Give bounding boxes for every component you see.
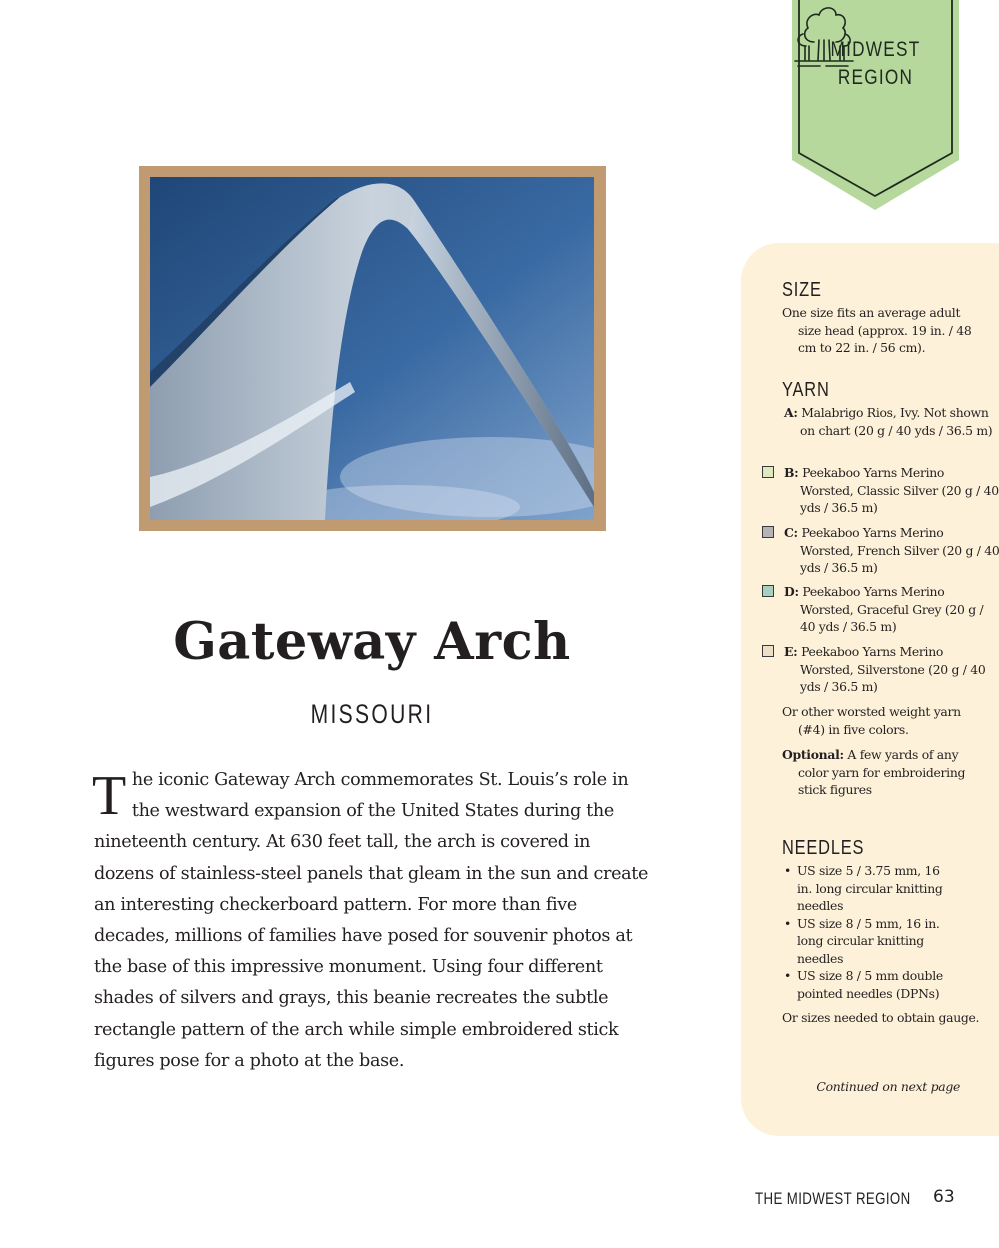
state-subtitle: MISSOURI bbox=[310, 699, 434, 729]
yarn-d-label: D: bbox=[784, 584, 799, 599]
yarn-d-desc: Peekaboo Yarns Merino Worsted, Graceful Grey (20 g / 40 yds / 36.5 m) bbox=[800, 584, 984, 634]
yarn-b-desc: Peekaboo Yarns Merino Worsted, Classic Silver (20 g / 40 yds / 36.5 m) bbox=[800, 465, 999, 515]
yarn-e-text bbox=[784, 643, 999, 696]
yarn-c-text bbox=[784, 524, 999, 577]
bullet-icon: • bbox=[784, 968, 792, 983]
needles-alternative: Or sizes needed to obtain gauge. bbox=[782, 1010, 980, 1025]
yarn-e-label: E: bbox=[784, 644, 798, 659]
needles-item bbox=[782, 862, 952, 915]
optional-note bbox=[782, 746, 982, 799]
yarn-b-label: B: bbox=[784, 465, 799, 480]
size-section bbox=[782, 279, 982, 357]
banner-title-line2: REGION bbox=[837, 66, 914, 89]
region-banner bbox=[792, 0, 959, 212]
footer-section-label: THE MIDWEST REGION bbox=[755, 1189, 911, 1208]
yarn-heading-wrap bbox=[782, 379, 982, 402]
yarn-a-desc: Malabrigo Rios, Ivy. Not shown on chart (20 g / 40 yds / 36.5 m) bbox=[800, 405, 993, 438]
needles-item-text: US size 8 / 5 mm, 16 in. long circular knitting needles bbox=[797, 915, 940, 966]
needles-list bbox=[782, 862, 952, 1002]
page-number: 63 bbox=[933, 1187, 955, 1207]
needles-item bbox=[782, 967, 952, 1002]
yarn-d-text bbox=[784, 583, 999, 636]
color-swatch-c bbox=[762, 526, 774, 538]
optional-text bbox=[782, 746, 982, 799]
yarn-a-label: A: bbox=[784, 405, 798, 420]
photo-frame bbox=[139, 166, 606, 531]
needles-section bbox=[782, 837, 982, 1027]
yarn-a-text bbox=[784, 404, 999, 439]
yarn-c-desc: Peekaboo Yarns Merino Worsted, French Silver (20 g / 40 yds / 36.5 m) bbox=[800, 525, 999, 575]
needles-item-text: US size 5 / 3.75 mm, 16 in. long circular knitting needles bbox=[797, 863, 943, 913]
yarn-alternative bbox=[782, 703, 982, 738]
drop-cap: T bbox=[92, 765, 126, 827]
yarn-alternative-text: Or other worsted weight yarn (#4) in five colors. bbox=[782, 704, 961, 737]
yarn-b-text bbox=[784, 464, 999, 517]
yarn-heading: YARN bbox=[782, 379, 830, 401]
optional-label: Optional: bbox=[782, 747, 844, 762]
banner-title-line1: MIDWEST bbox=[830, 38, 921, 61]
yarn-c-label: C: bbox=[784, 525, 798, 540]
intro-text: he iconic Gateway Arch commemorates St. Louis’s role in the westward expansion of the United States during the nineteenth century. At 630 feet tall, the arch is covered in dozens of stainless-steel panels that gleam in the sun and create an interesting checkerboard pattern. For more than five decades, millions of families have posed for souvenir photos at the base of this impressive monument. Using four different shades of silvers and grays, this beanie recreates the subtle rectangle pattern of the arch while simple embroidered stick figures pose for a photo at the base. bbox=[94, 770, 649, 1071]
continued-note: Continued on next page bbox=[816, 1079, 960, 1094]
color-swatch-d bbox=[762, 585, 774, 597]
needles-heading: NEEDLES bbox=[782, 837, 865, 859]
trees-icon bbox=[792, 0, 856, 70]
gateway-arch-photo bbox=[150, 177, 594, 520]
yarn-e-desc: Peekaboo Yarns Merino Worsted, Silverstone (20 g / 40 yds / 36.5 m) bbox=[800, 644, 986, 694]
needles-item bbox=[782, 915, 952, 968]
bullet-icon: • bbox=[784, 915, 792, 931]
bullet-icon: • bbox=[784, 863, 792, 878]
page-title: Gateway Arch bbox=[173, 612, 571, 672]
color-swatch-e bbox=[762, 645, 774, 657]
optional-desc: A few yards of any color yarn for embroidering stick figures bbox=[798, 747, 966, 797]
color-swatch-b bbox=[762, 466, 774, 478]
size-heading: SIZE bbox=[782, 279, 822, 301]
intro-paragraph bbox=[94, 765, 654, 1077]
needles-item-text: US size 8 / 5 mm double pointed needles (DPNs) bbox=[797, 968, 943, 1001]
size-text: One size fits an average adult size head (approx. 19 in. / 48 cm to 22 in. / 56 cm). bbox=[782, 305, 972, 355]
